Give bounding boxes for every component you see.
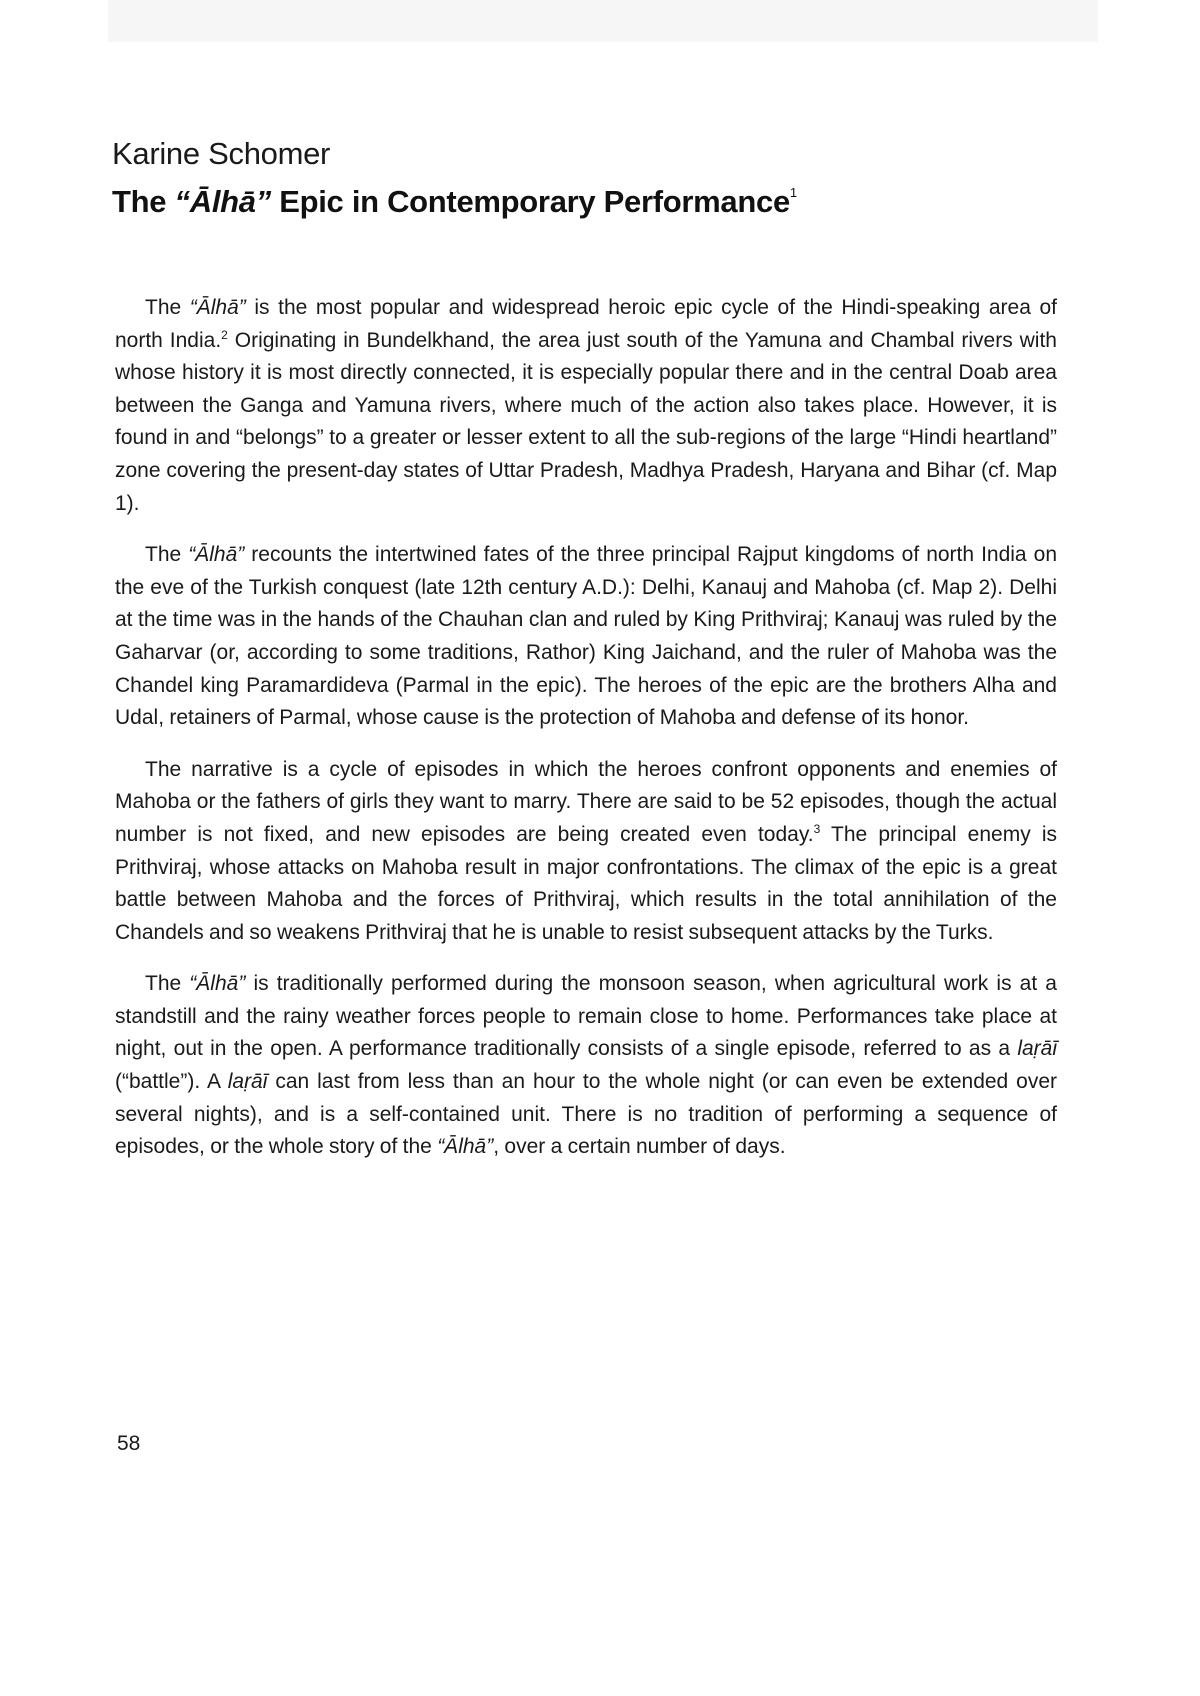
title-suffix: Epic in Contemporary Performance [270, 184, 790, 219]
p4-italic-larai-1: laṛāī [1017, 1037, 1057, 1061]
title-italic-alha: “Ālhā” [174, 184, 271, 219]
footnote-marker-2: 2 [221, 327, 228, 342]
title-prefix: The [112, 184, 175, 219]
p3-text-a: The narrative is a cycle of episodes in which the heroes confront opponents and enemies of Mahoba or the fathers of girls they want to marry. There are said to be 52 episodes, though the actual number is not fixed, and new episodes are being created even today. [115, 757, 1057, 846]
body-text [115, 292, 1057, 1183]
paragraph-4 [115, 968, 1057, 1164]
author-name: Karine Schomer [112, 136, 331, 171]
p3-text-c: The principal enemy is Prithviraj, whose attacks on Mahoba result in major confrontations. The climax of the epic is a great battle between Mahoba and the forces of Prithviraj, which results in the total annihilation of the Chandels and so weakens Prithviraj that he is unable to resist subsequent attacks by the Turks. [115, 822, 1057, 944]
p2-text-a: The [145, 543, 189, 567]
p4-italic-alha-2: “Ālhā” [437, 1135, 494, 1159]
p1-text-c: is the most popular and widespread heroic epic cycle of the Hindi-speaking area of north India. [115, 296, 1057, 352]
p2-italic-alha: “Ālhā” [188, 543, 245, 567]
p2-text-c: recounts the intertwined fates of the three principal Rajput kingdoms of north India on the eve of the Turkish conquest (late 12th century A.D.): Delhi, Kanauj and Mahoba (cf. Map 2). Delhi at the time was in the hands of the Chauhan clan and ruled by King Prithviraj; Kanauj was ruled by the Gaharvar (or, according to some traditions, Rathor) King Jaichand, and the ruler of Mahoba was the Chandel king Paramardideva (Parmal in the epic). The heroes of the epic are the brothers Alha and Udal, retainers of Parmal, whose cause is the protection of Mahoba and defense of its honor. [115, 543, 1057, 730]
p4-italic-alha: “Ālhā” [189, 972, 246, 996]
p4-text-c: is traditionally performed during the monsoon season, when agricultural work is at a standstill and the rainy weather forces people to remain close to home. Performances take place at night, out in the open. A performance traditionally consists of a single episode, referred to as a [115, 972, 1057, 1061]
p4-text-e: (“battle”). A [115, 1070, 228, 1094]
p1-text-e: Originating in Bundelkhand, the area just south of the Yamuna and Chambal rivers with whose history it is most directly connected, it is especially popular there and in the central Doab area between the Ganga and Yamuna rivers, where much of the action also takes place. However, it is found in and “belongs” to a greater or lesser extent to all the sub-regions of the large “Hindi heartland” zone covering the present-day states of Uttar Pradesh, Madhya Pradesh, Haryana and Bihar (cf. Map 1). [115, 328, 1057, 515]
paragraph-2 [115, 539, 1057, 735]
article-title [112, 184, 797, 220]
p4-text-g: can last from less than an hour to the whole night (or can even be extended over several nights), and is a self-contained unit. There is no tradition of performing a sequence of episodes, or the whole story of the [115, 1070, 1057, 1159]
p4-text-a: The [145, 972, 190, 996]
footnote-marker-3: 3 [813, 821, 821, 836]
paragraph-3 [115, 754, 1057, 950]
title-footnote-marker: 1 [789, 184, 797, 200]
p4-italic-larai-2: laṛāī [227, 1070, 268, 1094]
p1-italic-alha: “Ālhā” [189, 296, 246, 319]
paragraph-1 [115, 292, 1057, 520]
page-number: 58 [117, 1432, 141, 1455]
p4-text-i: , over a certain number of days. [493, 1135, 786, 1159]
p1-text-a: The [145, 296, 190, 319]
